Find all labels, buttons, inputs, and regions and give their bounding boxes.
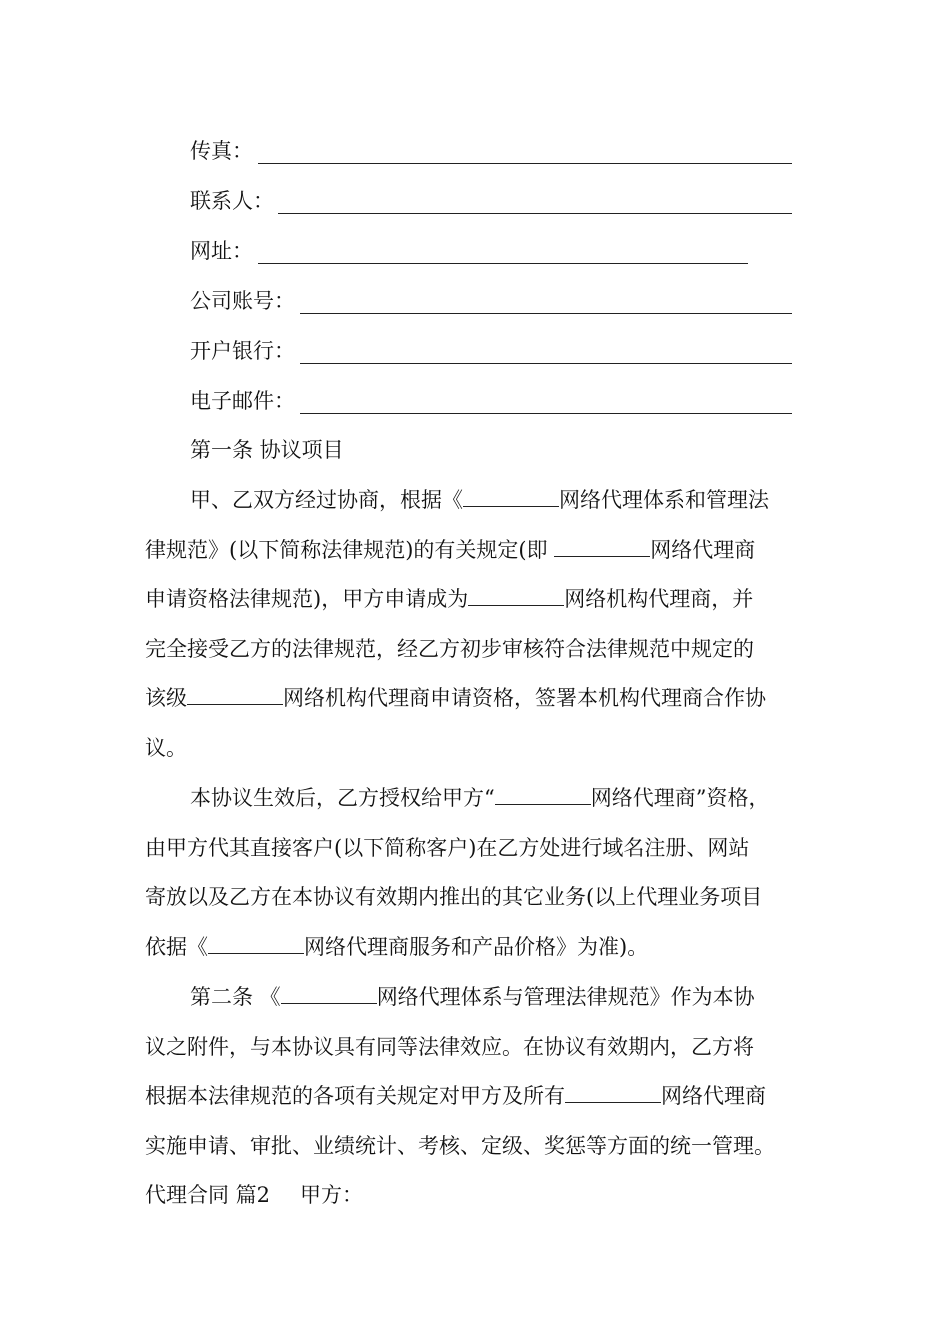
text-line xyxy=(145,625,835,675)
text-line xyxy=(145,923,835,973)
text-line xyxy=(145,476,835,526)
blank-line xyxy=(208,933,304,954)
text-segment: 议。 xyxy=(145,735,187,760)
text-segment: 本协议生效后，乙方授权给甲方“ xyxy=(190,786,495,810)
text-segment: 网络代理体系与管理法律规范》作为本协 xyxy=(376,985,755,1009)
blank-line xyxy=(463,486,559,507)
bank-blank xyxy=(300,363,792,364)
fax-label: 传真： xyxy=(190,139,253,163)
text-segment: 网络代理商服务和产品价格》为准)。 xyxy=(304,934,649,959)
text-segment: 网络代理体系和管理法 xyxy=(559,488,769,512)
blank-line xyxy=(554,536,650,557)
fax-blank xyxy=(258,163,792,164)
text-segment: 申请资格法律规范)，甲方申请成为 xyxy=(145,587,469,611)
text-segment: 实施申请、审批、业绩统计、考核、定级、奖惩等方面的统一管理。 xyxy=(145,1133,775,1158)
contract-section-heading xyxy=(145,1171,835,1221)
text-segment: 依据《 xyxy=(145,934,208,959)
email-field xyxy=(190,386,295,416)
website-field xyxy=(190,236,253,266)
text-segment: 网络代理商 xyxy=(650,537,756,562)
text-line xyxy=(145,1122,835,1172)
email-blank xyxy=(300,413,792,414)
text-segment: 网络代理商 xyxy=(661,1084,766,1108)
blank-line xyxy=(281,983,377,1004)
bank-field xyxy=(190,336,295,366)
text-line xyxy=(145,526,835,576)
blank-line xyxy=(468,585,564,606)
website-label: 网址： xyxy=(190,239,253,263)
text-segment: 网络代理商”资格， xyxy=(590,786,770,810)
section-title: 代理合同 篇2 xyxy=(145,1183,271,1207)
text-segment: 由甲方代其直接客户(以下简称客户)在乙方处进行域名注册、网站 xyxy=(145,835,750,860)
text-segment: 议之附件，与本协议具有同等法律效应。在协议有效期内，乙方将 xyxy=(145,1034,754,1059)
company-account-field xyxy=(190,286,295,316)
party-a-label: 甲方： xyxy=(300,1183,364,1207)
text-segment: 完全接受乙方的法律规范，经乙方初步审核符合法律规范中规定的 xyxy=(145,636,754,661)
blank-line xyxy=(495,784,591,805)
text-line xyxy=(145,1023,835,1073)
company-account-blank xyxy=(300,313,792,314)
text-segment: 该级 xyxy=(145,686,187,710)
blank-line xyxy=(565,1082,661,1103)
article-1-paragraph-1 xyxy=(145,476,835,773)
text-segment: 寄放以及乙方在本协议有效期内推出的其它业务(以上代理业务项目 xyxy=(145,885,763,909)
fax-field xyxy=(190,136,253,166)
article-1-heading: 第一条 协议项目 xyxy=(190,438,344,462)
bank-label: 开户银行： xyxy=(190,339,295,363)
blank-line xyxy=(187,684,283,705)
text-line xyxy=(145,724,835,774)
email-label: 电子邮件： xyxy=(190,389,295,413)
text-segment: 网络机构代理商申请资格，签署本机构代理商合作协 xyxy=(283,686,766,710)
text-line xyxy=(145,674,835,724)
company-account-label: 公司账号： xyxy=(190,289,295,313)
website-blank xyxy=(258,263,748,264)
text-line xyxy=(145,973,835,1023)
text-line xyxy=(145,575,835,625)
text-segment: 第二条 《 xyxy=(190,985,281,1009)
text-segment: 甲、乙双方经过协商，根据《 xyxy=(190,488,463,512)
article-2-paragraph xyxy=(145,973,835,1171)
article-1-paragraph-2 xyxy=(145,774,835,972)
text-line xyxy=(145,824,835,874)
contact-person-blank xyxy=(278,213,792,214)
text-segment: 律规范》(以下简称法律规范)的有关规定(即 xyxy=(145,537,555,562)
text-line xyxy=(145,774,835,824)
text-segment: 网络机构代理商，并 xyxy=(564,587,754,611)
text-line xyxy=(145,1072,835,1122)
contact-person-label: 联系人： xyxy=(190,189,274,213)
text-line xyxy=(145,873,835,923)
text-segment: 根据本法律规范的各项有关规定对甲方及所有 xyxy=(145,1084,565,1108)
contact-person-field xyxy=(190,186,274,216)
